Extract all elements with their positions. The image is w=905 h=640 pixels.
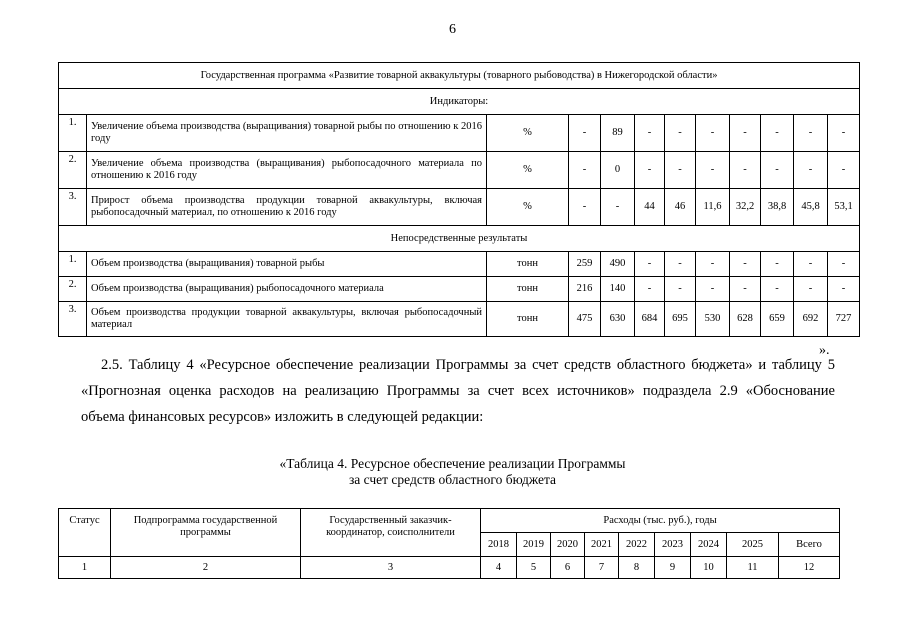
row-value: - bbox=[635, 152, 665, 189]
row-number: 3. bbox=[59, 189, 87, 226]
row-value: 684 bbox=[635, 302, 665, 337]
year-header: 2018 bbox=[481, 533, 517, 557]
row-unit: % bbox=[487, 189, 569, 226]
row-value: 695 bbox=[665, 302, 696, 337]
closing-quote: ». bbox=[819, 343, 830, 358]
row-name: Увеличение объема производства (выращивания) рыбопосадочного материала по отношению к 2016 году bbox=[87, 152, 487, 189]
index-cell: 10 bbox=[691, 557, 727, 579]
index-cell: 4 bbox=[481, 557, 517, 579]
row-value: 630 bbox=[601, 302, 635, 337]
paragraph-line-2: «Прогнозная оценка расходов на реализацию Программы за счет всех источников» подраздела 2.9 «Обоснование bbox=[81, 383, 835, 399]
year-header: 2022 bbox=[619, 533, 655, 557]
row-value: 490 bbox=[601, 252, 635, 277]
row-value: 0 bbox=[601, 152, 635, 189]
row-value: 44 bbox=[635, 189, 665, 226]
row-value: - bbox=[635, 115, 665, 152]
indicators-header: Индикаторы: bbox=[59, 89, 860, 115]
row-value: - bbox=[569, 115, 601, 152]
row-name: Увеличение объема производства (выращивания) товарной рыбы по отношению к 2016 году bbox=[87, 115, 487, 152]
row-value: 45,8 bbox=[794, 189, 828, 226]
table-row bbox=[59, 115, 860, 152]
row-value: - bbox=[696, 252, 730, 277]
row-value: 32,2 bbox=[730, 189, 761, 226]
row-number: 2. bbox=[59, 152, 87, 189]
row-value: 727 bbox=[828, 302, 860, 337]
row-value: - bbox=[665, 277, 696, 302]
index-cell: 2 bbox=[111, 557, 301, 579]
year-header: 2020 bbox=[551, 533, 585, 557]
row-unit: тонн bbox=[487, 302, 569, 337]
row-value: - bbox=[601, 189, 635, 226]
row-value: - bbox=[761, 252, 794, 277]
row-value: - bbox=[761, 115, 794, 152]
row-value: - bbox=[696, 277, 730, 302]
table-caption-line-1: «Таблица 4. Ресурсное обеспечение реализации Программы bbox=[279, 456, 626, 471]
row-value: 475 bbox=[569, 302, 601, 337]
paragraph-line-1: 2.5. Таблицу 4 «Ресурсное обеспечение реализации Программы за счет средств областного бюджета» и таблицу 5 bbox=[101, 357, 835, 373]
row-unit: тонн bbox=[487, 252, 569, 277]
year-header: 2024 bbox=[691, 533, 727, 557]
row-value: - bbox=[828, 152, 860, 189]
table-row bbox=[59, 277, 860, 302]
row-value: - bbox=[569, 152, 601, 189]
row-value: 38,8 bbox=[761, 189, 794, 226]
row-value: - bbox=[761, 152, 794, 189]
row-value: - bbox=[761, 277, 794, 302]
row-unit: тонн bbox=[487, 277, 569, 302]
page-number: 6 bbox=[449, 22, 456, 37]
table-row bbox=[59, 152, 860, 189]
index-cell: 9 bbox=[655, 557, 691, 579]
paragraph-line-3: объема финансовых ресурсов» изложить в следующей редакции: bbox=[81, 409, 484, 425]
index-cell: 6 bbox=[551, 557, 585, 579]
index-cell: 8 bbox=[619, 557, 655, 579]
row-value: - bbox=[730, 252, 761, 277]
col-subprogram: Подпрограмма государственной программы bbox=[111, 509, 301, 557]
row-number: 1. bbox=[59, 252, 87, 277]
row-value: - bbox=[794, 252, 828, 277]
row-value: 259 bbox=[569, 252, 601, 277]
row-name: Прирост объема производства продукции товарной аквакультуры, включая рыбопосадочный материал, по отношению к 2016 году bbox=[87, 189, 487, 226]
index-cell: 12 bbox=[779, 557, 840, 579]
row-value: - bbox=[635, 277, 665, 302]
results-header: Непосредственные результаты bbox=[59, 226, 860, 252]
table-row bbox=[59, 189, 860, 226]
row-value: - bbox=[794, 277, 828, 302]
row-value: - bbox=[794, 152, 828, 189]
row-value: 53,1 bbox=[828, 189, 860, 226]
indicators-table bbox=[58, 62, 860, 337]
row-value: 692 bbox=[794, 302, 828, 337]
row-value: - bbox=[794, 115, 828, 152]
year-header: 2023 bbox=[655, 533, 691, 557]
row-value: 140 bbox=[601, 277, 635, 302]
index-cell: 1 bbox=[59, 557, 111, 579]
row-value: - bbox=[696, 115, 730, 152]
row-value: - bbox=[730, 115, 761, 152]
row-value: - bbox=[828, 252, 860, 277]
index-cell: 7 bbox=[585, 557, 619, 579]
table-row bbox=[59, 252, 860, 277]
col-expenses: Расходы (тыс. руб.), годы bbox=[481, 509, 840, 533]
row-value: 628 bbox=[730, 302, 761, 337]
table-row bbox=[59, 557, 840, 579]
index-cell: 3 bbox=[301, 557, 481, 579]
index-cell: 5 bbox=[517, 557, 551, 579]
row-value: 659 bbox=[761, 302, 794, 337]
row-value: - bbox=[730, 277, 761, 302]
row-name: Объем производства продукции товарной аквакультуры, включая рыбопосадочный материал bbox=[87, 302, 487, 337]
row-number: 2. bbox=[59, 277, 87, 302]
program-title: Государственная программа «Развитие товарной аквакультуры (товарного рыбоводства) в Нижегородской области» bbox=[59, 63, 860, 89]
row-unit: % bbox=[487, 115, 569, 152]
row-value: - bbox=[665, 252, 696, 277]
table-row bbox=[59, 302, 860, 337]
col-customer: Государственный заказчик-координатор, соисполнители bbox=[301, 509, 481, 557]
row-value: 216 bbox=[569, 277, 601, 302]
table-caption-line-2: за счет средств областного бюджета bbox=[348, 472, 557, 487]
row-name: Объем производства (выращивания) товарной рыбы bbox=[87, 252, 487, 277]
row-number: 1. bbox=[59, 115, 87, 152]
year-header: 2025 bbox=[727, 533, 779, 557]
row-value: - bbox=[665, 115, 696, 152]
row-value: - bbox=[828, 115, 860, 152]
row-value: - bbox=[730, 152, 761, 189]
row-value: - bbox=[665, 152, 696, 189]
row-value: - bbox=[696, 152, 730, 189]
row-unit: % bbox=[487, 152, 569, 189]
row-value: - bbox=[569, 189, 601, 226]
row-number: 3. bbox=[59, 302, 87, 337]
row-value: 530 bbox=[696, 302, 730, 337]
resource-table bbox=[58, 508, 840, 579]
row-value: - bbox=[635, 252, 665, 277]
year-header: 2021 bbox=[585, 533, 619, 557]
index-cell: 11 bbox=[727, 557, 779, 579]
col-status: Статус bbox=[59, 509, 111, 557]
row-value: 89 bbox=[601, 115, 635, 152]
year-header: 2019 bbox=[517, 533, 551, 557]
row-value: 46 bbox=[665, 189, 696, 226]
row-value: 11,6 bbox=[696, 189, 730, 226]
row-name: Объем производства (выращивания) рыбопосадочного материала bbox=[87, 277, 487, 302]
row-value: - bbox=[828, 277, 860, 302]
year-header: Всего bbox=[779, 533, 840, 557]
